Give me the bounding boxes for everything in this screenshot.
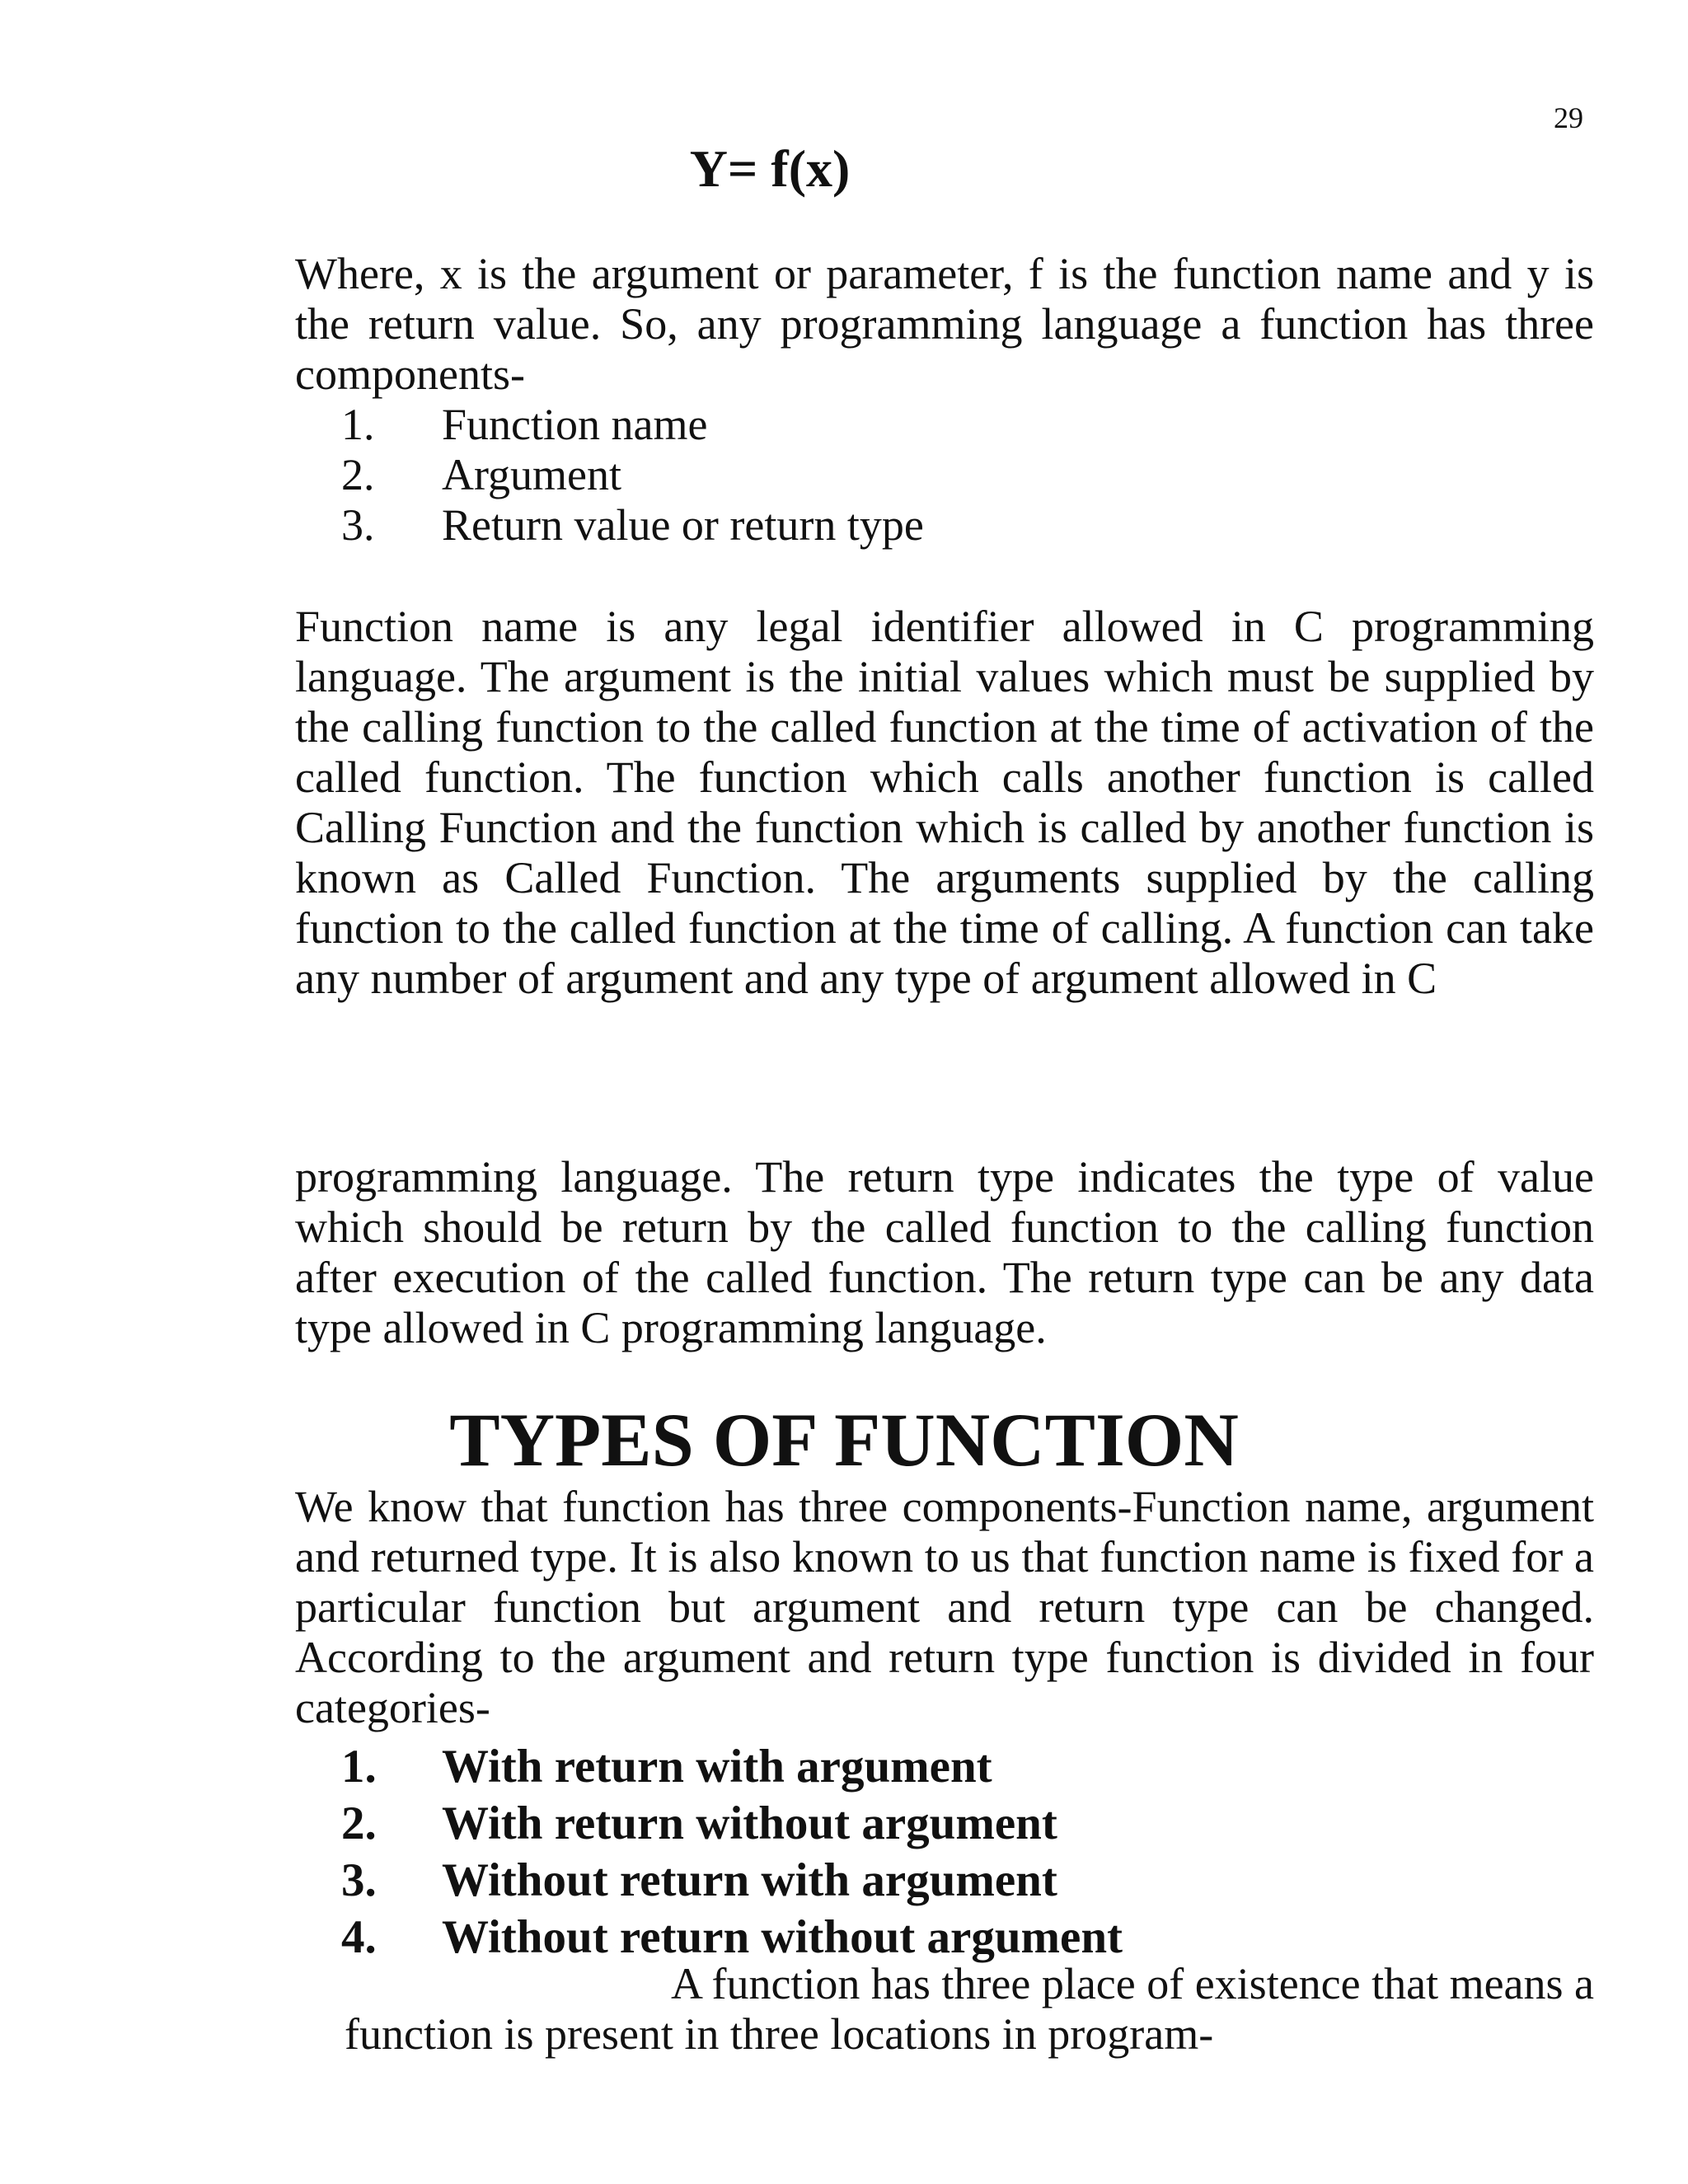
- categories-list: [295, 1738, 1123, 1966]
- formula: Y= f(x): [689, 139, 851, 198]
- intro-paragraph: Where, x is the argument or parameter, f is the function name and y is the return value. So, any programming language a function has three components-: [295, 249, 1594, 399]
- list-item-number: 2.: [341, 450, 375, 499]
- list-item-text: Return value or return type: [442, 500, 924, 550]
- list-item-number: 4.: [341, 1911, 377, 1963]
- list-item-number: 1.: [341, 400, 375, 449]
- list-item-text: Function name: [442, 400, 708, 449]
- list-item-text: Without return with argument: [442, 1854, 1057, 1906]
- list-item: [295, 1909, 1123, 1966]
- list-item-text: With return without argument: [442, 1797, 1057, 1849]
- closing-paragraph: [345, 1959, 1594, 2060]
- function-name-paragraph: Function name is any legal identifier allowed in C programming language. The argument is the initial values which must be supplied by the calling function to the called function at the time of activation of the called function. The function which calls another function is called Calling Function and the function which is called by another function is known as Called Function. The arguments supplied by the calling function to the called function at the time of calling. A function can take any number of argument and any type of argument allowed in C: [295, 602, 1594, 1003]
- list-item: [295, 500, 924, 551]
- list-item-number: 3.: [341, 1854, 377, 1906]
- list-item: [295, 1738, 1123, 1795]
- list-item-number: 2.: [341, 1797, 377, 1849]
- list-item: [295, 400, 924, 450]
- return-type-paragraph: programming language. The return type indicates the type of value which should be return by the called function to the calling function after execution of the called function. The return type can be any data type allowed in C programming language.: [295, 1152, 1594, 1352]
- list-item-text: Argument: [442, 450, 621, 499]
- list-item-text: Without return without argument: [442, 1911, 1123, 1963]
- list-item-number: 3.: [341, 500, 375, 550]
- list-item: [295, 1795, 1123, 1852]
- list-item: [295, 450, 924, 500]
- page-number: 29: [1554, 101, 1583, 134]
- closing-line-2: function is present in three locations in program-: [345, 2009, 1214, 2059]
- types-paragraph: We know that function has three components-Function name, argument and returned type. It is also known to us that function name is fixed for a particular function but argument and return type can be changed. According to the argument and return type function is divided in four categories-: [295, 1482, 1594, 1732]
- components-list: [295, 400, 924, 551]
- list-item-text: With return with argument: [442, 1741, 992, 1793]
- section-heading: TYPES OF FUNCTION: [449, 1398, 1239, 1482]
- list-item: [295, 1852, 1123, 1909]
- closing-line-1: A function has three place of existence that means a: [670, 1959, 1594, 2008]
- list-item-number: 1.: [341, 1741, 377, 1793]
